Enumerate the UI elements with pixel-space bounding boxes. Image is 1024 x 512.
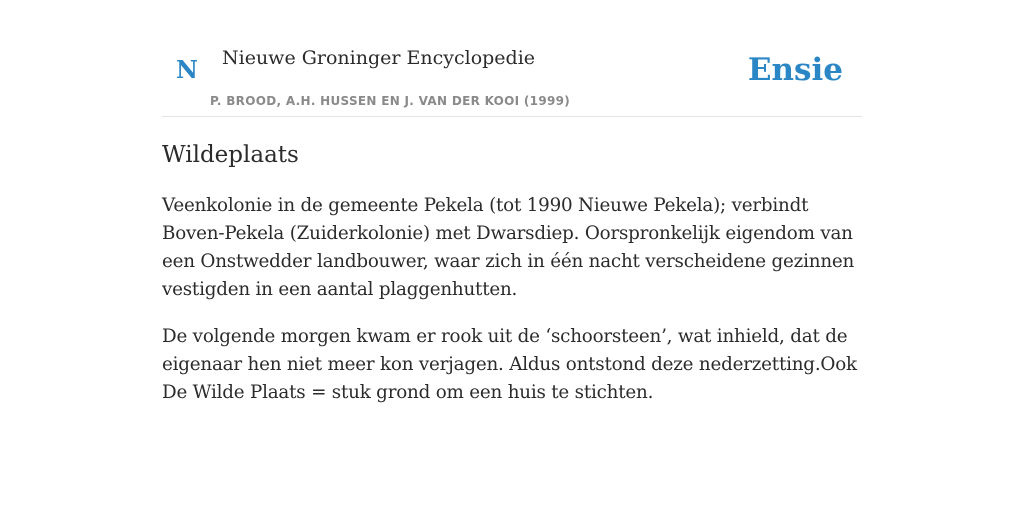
source-header (162, 0, 862, 117)
entry-title: Wildeplaats (162, 142, 299, 168)
page-container (162, 0, 862, 403)
authors-line: P. BROOD, A.H. HUSSEN EN J. VAN DER KOOI (1999) (210, 94, 571, 108)
book-title-link[interactable]: Nieuwe Groninger Encyclopedie (222, 47, 536, 69)
entry-paragraph: Veenkolonie in de gemeente Pekela (tot 1990 Nieuwe Pekela); verbindt Boven-Pekela (Zuiderkolonie) met Dwarsdiep. Oorspronkelijk eigendom van een Onstwedder landbouwer, waar zich in één nacht verscheidene gezinnen vestigden in een aantal plaggenhutten. (162, 195, 855, 300)
entry-body (162, 192, 862, 426)
ensie-logo-link[interactable]: Ensie (747, 52, 843, 88)
encyclopedia-logo-link[interactable]: N (176, 55, 198, 84)
entry-paragraph: De volgende morgen kwam er rook uit de ‘schoorsteen’, wat inhield, dat de eigenaar hen niet meer kon verjagen. Aldus ontstond deze nederzetting.Ook De Wilde Plaats = stuk grond om een huis te stichten. (162, 326, 857, 403)
